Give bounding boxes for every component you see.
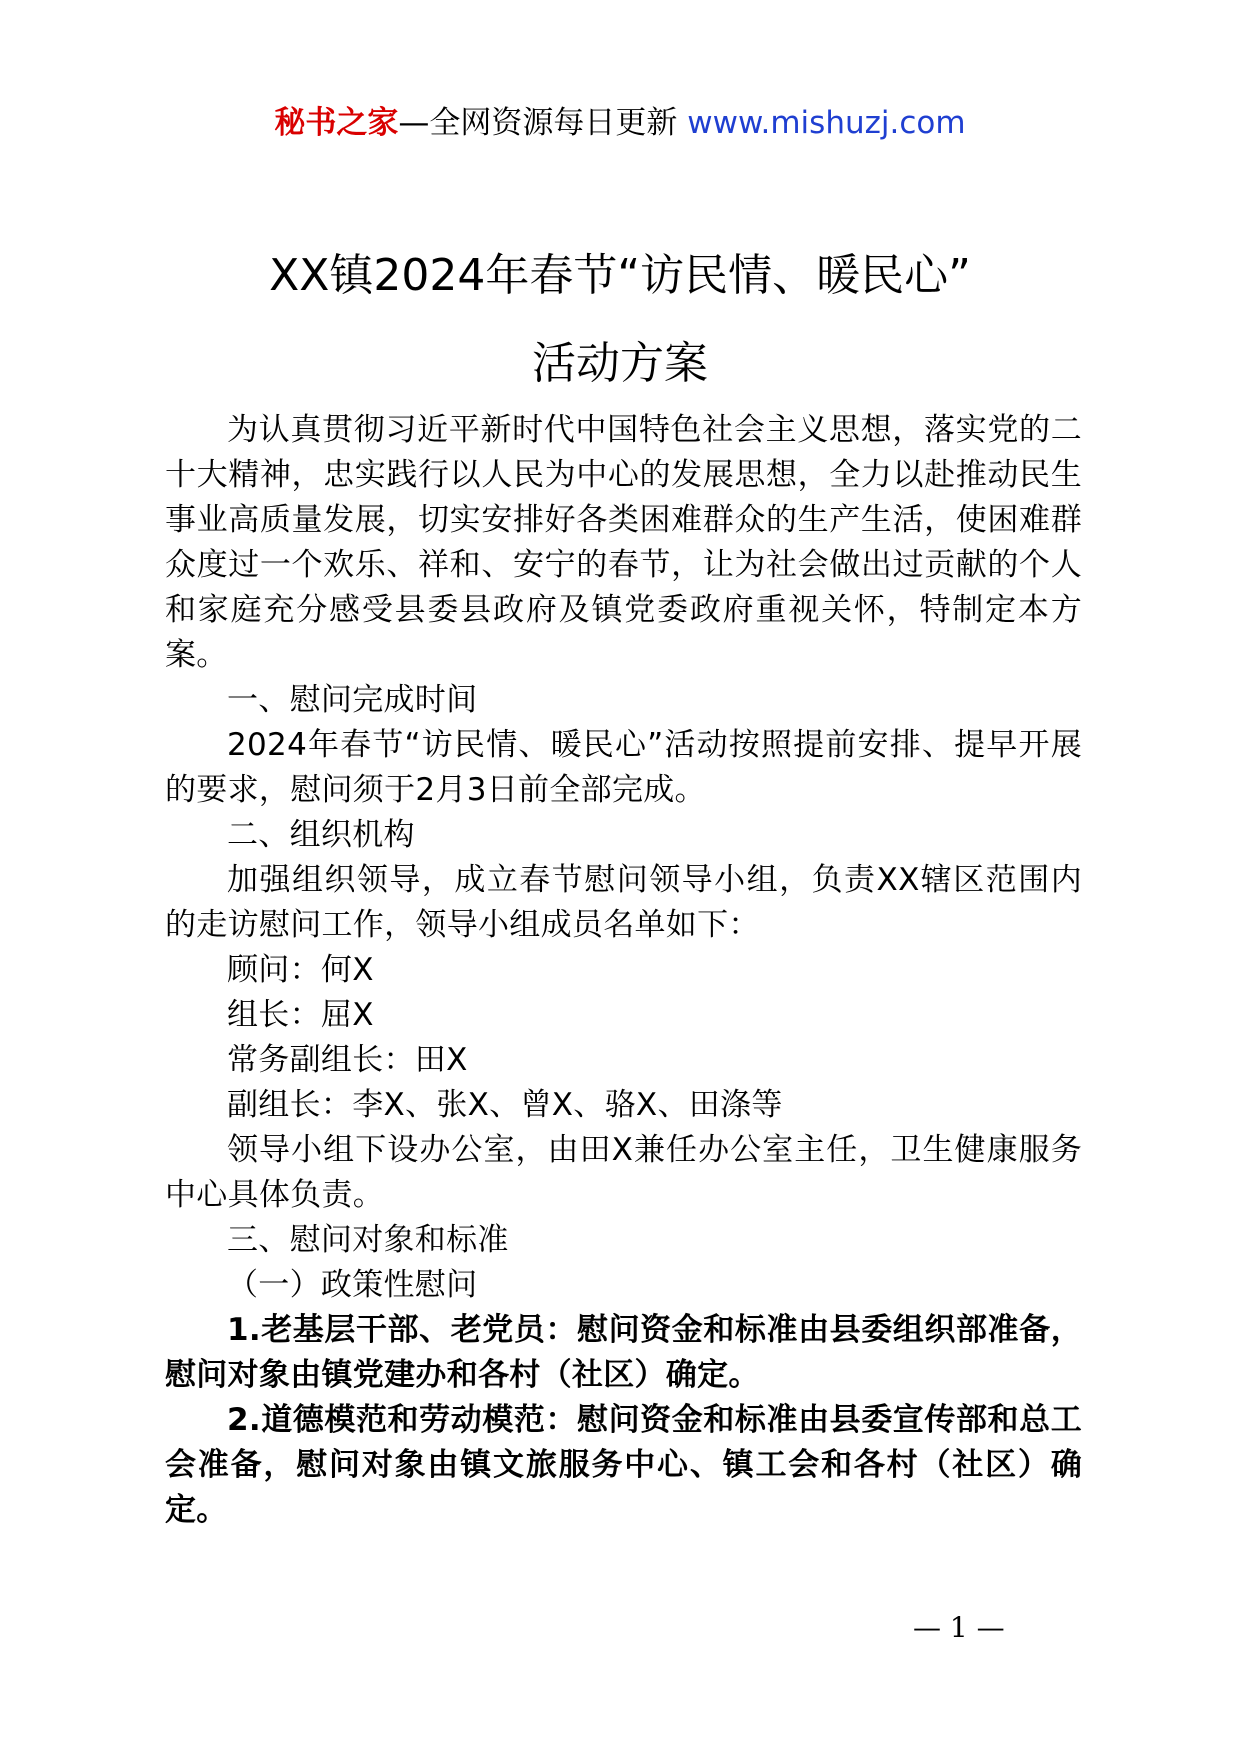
intro-paragraph: 为认真贯彻习近平新时代中国特色社会主义思想，落实党的二十大精神，忠实践行以人民为中心的发展思想，全力以赴推动民生事业高质量发展，切实安排好各类困难群众的生产生活，使困难群众度过一个欢乐、祥和、安宁的春节，让为社会做出过贡献的个人和家庭充分感受县委县政府及镇党委政府重视关怀，特制定本方案。 <box>165 412 1082 673</box>
site-brand: 秘书之家 <box>274 105 399 141</box>
site-slogan: —全网资源每日更新 <box>398 105 688 141</box>
site-url-link[interactable]: www.mishuzj.com <box>687 105 966 141</box>
section-heading-1: 一、慰问完成时间 <box>227 682 478 718</box>
member-deputies: 副组长：李X、张X、曾X、骆X、田涤等 <box>227 1087 783 1123</box>
section-heading-3: 三、慰问对象和标准 <box>227 1222 509 1258</box>
document-title-line-1: XX镇2024年春节“访民情、暖民心” <box>269 250 971 301</box>
member-leader: 组长：屈X <box>227 997 374 1033</box>
office-paragraph: 领导小组下设办公室，由田X兼任办公室主任，卫生健康服务中心具体负责。 <box>165 1132 1082 1213</box>
member-executive-deputy: 常务副组长：田X <box>227 1042 468 1078</box>
section-1-paragraph: 2024年春节“访民情、暖民心”活动按照提前安排、提早开展的要求，慰问须于2月3日前全部完成。 <box>165 727 1082 808</box>
document-body <box>165 408 1082 1533</box>
section-heading-2: 二、组织机构 <box>227 817 415 853</box>
section-2-paragraph: 加强组织领导，成立春节慰问领导小组，负责XX辖区范围内的走访慰问工作，领导小组成员名单如下： <box>165 862 1082 943</box>
subsection-heading-1: （一）政策性慰问 <box>227 1267 478 1303</box>
document-title-line-2: 活动方案 <box>532 338 708 389</box>
item-1-paragraph: 1.老基层干部、老党员：慰问资金和标准由县委组织部准备，慰问对象由镇党建办和各村（社区）确定。 <box>165 1312 1082 1393</box>
item-2-paragraph: 2.道德模范和劳动模范：慰问资金和标准由县委宣传部和总工会准备，慰问对象由镇文旅服务中心、镇工会和各村（社区）确定。 <box>165 1402 1082 1528</box>
member-advisor: 顾问：何X <box>227 952 374 988</box>
site-header <box>0 100 1240 146</box>
page-number: — 1 — <box>913 1611 1005 1644</box>
